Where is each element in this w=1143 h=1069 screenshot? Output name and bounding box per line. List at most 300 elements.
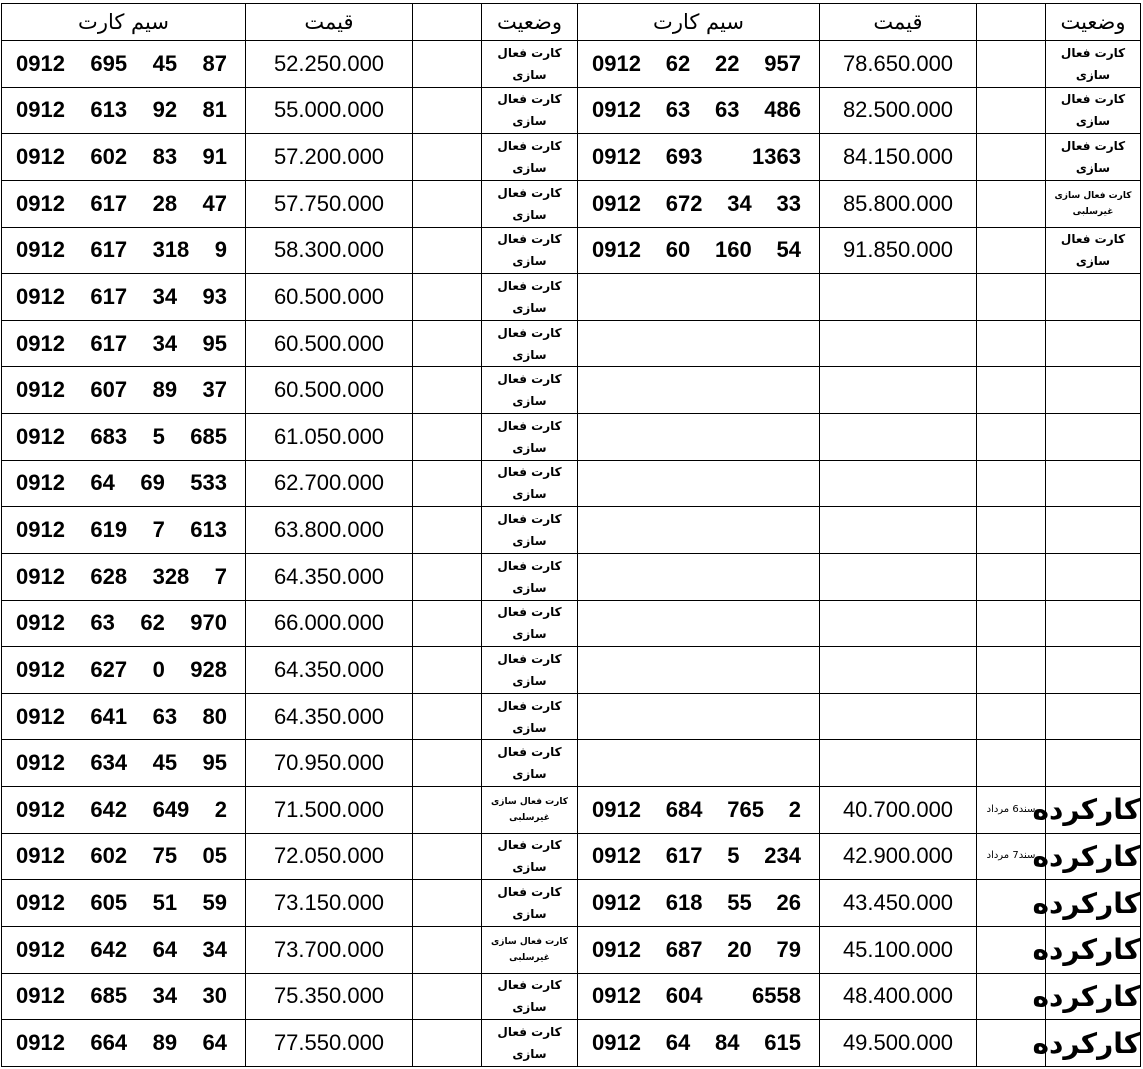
sim-number-part: 87 [202, 50, 227, 76]
sim-number-part: 0912 [16, 796, 65, 822]
price-cell: 60.500.000 [246, 274, 413, 321]
sim-number-cell [2, 507, 246, 554]
spacer-cell [413, 460, 482, 507]
note-cell [977, 507, 1046, 554]
price-cell [820, 693, 977, 740]
sim-number-cell [2, 740, 246, 787]
sim-number-cell [578, 367, 820, 414]
price-cell: 75.350.000 [246, 973, 413, 1020]
sim-number-part: 687 [665, 936, 703, 962]
status-cell: کارت فعال سازی [482, 880, 578, 927]
status-cell: کارت فعال سازی [482, 320, 578, 367]
status-cell: کارت فعال سازی [482, 833, 578, 880]
sim-number-part: 69 [140, 470, 165, 496]
price-cell: 40.700.000 [820, 787, 977, 834]
sim-number [16, 983, 227, 1009]
sim-number-cell [2, 134, 246, 181]
sim-number [16, 843, 227, 869]
sim-number-cell [2, 600, 246, 647]
sim-number-part: 84 [715, 1030, 740, 1056]
price-cell: 61.050.000 [246, 414, 413, 461]
sim-number [16, 237, 227, 263]
sim-number-part: 0912 [592, 50, 641, 76]
sim-number-part: 0912 [16, 423, 65, 449]
table-row [2, 41, 1141, 88]
sim-number [16, 424, 227, 450]
sim-number [16, 191, 227, 217]
sim-number-part: 64 [152, 936, 178, 962]
sim-number-part: 0912 [16, 377, 65, 403]
sim-number-cell [578, 180, 820, 227]
price-cell: 43.450.000 [820, 880, 977, 927]
sim-number-cell [578, 134, 820, 181]
sim-number-part: 37 [202, 377, 227, 403]
sim-number-cell [2, 926, 246, 973]
sim-number-part: 0912 [592, 97, 641, 123]
sim-number-part: 80 [202, 703, 227, 729]
sim-number-part: 328 [152, 563, 190, 589]
sim-number-part: 63 [715, 97, 740, 123]
price-cell: 57.750.000 [246, 180, 413, 227]
sim-number-cell [578, 693, 820, 740]
note-cell [977, 227, 1046, 274]
sim-number-cell [2, 973, 246, 1020]
note-cell [977, 553, 1046, 600]
sim-number [16, 797, 227, 823]
sim-number-part: 684 [665, 796, 703, 822]
spacer-cell [413, 973, 482, 1020]
spacer-cell [413, 553, 482, 600]
status-cell: کارکرده [1046, 833, 1141, 880]
sim-number-cell [578, 973, 820, 1020]
spacer-cell [413, 507, 482, 554]
sim-number-part: 47 [202, 190, 227, 216]
sim-number-part: 0912 [16, 983, 65, 1009]
sim-number-part: 970 [190, 610, 227, 636]
sim-number-part: 05 [202, 843, 227, 869]
status-cell: کارت فعال سازی [482, 227, 578, 274]
status-cell: کارت فعال سازی [1046, 227, 1141, 274]
status-cell [1046, 320, 1141, 367]
sim-number-part: 95 [202, 330, 227, 356]
spacer-cell [413, 87, 482, 134]
sim-number-cell [578, 227, 820, 274]
sim-number-cell [2, 367, 246, 414]
sim-number-part: 928 [190, 656, 227, 682]
sim-number [16, 284, 227, 310]
table-row [2, 740, 1141, 787]
sim-number [592, 937, 801, 963]
price-cell: 73.700.000 [246, 926, 413, 973]
header-sim-left: سیم کارت [2, 4, 246, 41]
price-cell: 64.350.000 [246, 647, 413, 694]
sim-number-part: 695 [90, 50, 128, 76]
sim-number-part: 9 [214, 237, 227, 263]
sim-number [592, 890, 801, 916]
sim-number-part: 2 [788, 796, 801, 822]
header-status-left: وضعیت [482, 4, 578, 41]
status-cell [1046, 693, 1141, 740]
status-cell: کارت فعال سازی [482, 647, 578, 694]
sim-number-part: 0912 [16, 563, 65, 589]
status-cell: کارت فعال سازی غیرسلبی [482, 787, 578, 834]
spacer-cell [413, 600, 482, 647]
price-cell: 64.350.000 [246, 553, 413, 600]
note-cell [977, 460, 1046, 507]
sim-number-part: 685 [90, 983, 128, 1009]
table-row [2, 367, 1141, 414]
sim-number-part: 617 [90, 283, 128, 309]
sim-number-part: 0912 [16, 330, 65, 356]
note-cell [977, 41, 1046, 88]
status-cell: کارت فعال سازی [482, 1020, 578, 1067]
sim-number-part: 95 [202, 750, 227, 776]
status-cell [1046, 414, 1141, 461]
sim-number-part: 0912 [16, 890, 65, 916]
sim-number-part: 0912 [592, 936, 641, 962]
price-cell [820, 320, 977, 367]
sim-number-part: 89 [152, 377, 178, 403]
spacer-cell [413, 134, 482, 181]
table-row [2, 87, 1141, 134]
sim-number-part: 93 [202, 283, 227, 309]
sim-number [16, 564, 227, 590]
sim-number-cell [2, 414, 246, 461]
table-row [2, 973, 1141, 1020]
sim-number-part: 619 [90, 517, 128, 543]
sim-number-part: 613 [190, 517, 227, 543]
header-price-left: قیمت [246, 4, 413, 41]
status-cell: کارکرده [1046, 973, 1141, 1020]
sim-number [16, 51, 227, 77]
sim-number-part: 0912 [592, 843, 641, 869]
status-cell: کارت فعال سازی [1046, 41, 1141, 88]
sim-number-part: 0912 [16, 750, 65, 776]
sim-number-part: 5 [727, 843, 740, 869]
sim-number [16, 750, 227, 776]
sim-number-part: 2 [214, 796, 227, 822]
sim-number-part: 34 [152, 983, 178, 1009]
sim-number-part: 92 [152, 97, 178, 123]
note-cell [977, 740, 1046, 787]
sim-number-part: 63 [90, 610, 115, 636]
sim-number-part: 62 [665, 50, 691, 76]
sim-number-part: 683 [90, 423, 128, 449]
status-cell: کارت فعال سازی [482, 367, 578, 414]
table-row [2, 693, 1141, 740]
sim-number-part: 602 [90, 843, 128, 869]
sim-number-part: 26 [776, 890, 801, 916]
sim-number-part: 7 [152, 517, 165, 543]
sim-number [592, 191, 801, 217]
sim-number-part: 617 [665, 843, 703, 869]
sim-number-part: 0912 [592, 237, 641, 263]
spacer-cell [413, 414, 482, 461]
note-cell [977, 367, 1046, 414]
sim-number [592, 97, 801, 123]
sim-number-part: 318 [152, 237, 190, 263]
status-cell: کارت فعال سازی [1046, 87, 1141, 134]
status-cell [1046, 460, 1141, 507]
note-cell [977, 320, 1046, 367]
sim-number-cell [578, 600, 820, 647]
sim-number-part: 0912 [592, 983, 641, 1009]
sim-number-part: 91 [202, 144, 227, 170]
sim-number [16, 937, 227, 963]
sim-number-part: 0912 [16, 843, 65, 869]
sim-number-part: 89 [152, 1030, 178, 1056]
sim-number-cell [2, 880, 246, 927]
sim-number-part: 642 [90, 796, 128, 822]
note-cell [977, 414, 1046, 461]
status-cell [1046, 274, 1141, 321]
table-row [2, 647, 1141, 694]
price-cell: 78.650.000 [820, 41, 977, 88]
sim-number-part: 20 [727, 936, 752, 962]
spacer-cell [413, 880, 482, 927]
status-cell: کارت فعال سازی [482, 740, 578, 787]
price-cell [820, 507, 977, 554]
status-cell [1046, 647, 1141, 694]
price-cell: 45.100.000 [820, 926, 977, 973]
spacer-cell [413, 180, 482, 227]
sim-number-part: 602 [90, 144, 128, 170]
sim-number-part: 64 [202, 1030, 227, 1056]
sim-number-cell [2, 227, 246, 274]
price-cell: 64.350.000 [246, 693, 413, 740]
sim-number-part: 34 [727, 190, 752, 216]
price-cell: 82.500.000 [820, 87, 977, 134]
sim-number-part: 64 [665, 1030, 691, 1056]
sim-number-part: 0912 [16, 470, 65, 496]
status-cell: کارت فعال سازی [482, 41, 578, 88]
sim-number-part: 0912 [16, 703, 65, 729]
status-cell: کارت فعال سازی [482, 600, 578, 647]
status-cell: کارت فعال سازی [482, 274, 578, 321]
sim-number-cell [578, 880, 820, 927]
note-cell: سند7 مرداد [977, 833, 1046, 880]
sim-number-part: 6558 [752, 983, 801, 1009]
price-cell: 73.150.000 [246, 880, 413, 927]
status-cell: کارت فعال سازی غیرسلبی [482, 926, 578, 973]
status-cell: کارت فعال سازی [482, 87, 578, 134]
sim-number [16, 704, 227, 730]
status-cell: کارت فعال سازی [482, 693, 578, 740]
sim-number-cell [578, 1020, 820, 1067]
sim-number-cell [2, 87, 246, 134]
sim-number [16, 331, 227, 357]
price-cell: 70.950.000 [246, 740, 413, 787]
sim-number-part: 0912 [16, 283, 65, 309]
sim-number-part: 618 [665, 890, 703, 916]
sim-number [592, 1030, 801, 1056]
sim-number-part: 62 [140, 610, 165, 636]
spacer-cell [413, 320, 482, 367]
sim-number-part: 486 [764, 97, 801, 123]
sim-number-part: 617 [90, 237, 128, 263]
sim-number-part: 34 [202, 936, 227, 962]
sim-number-cell [578, 274, 820, 321]
sim-number-cell [2, 647, 246, 694]
sim-number-part: 0912 [16, 610, 65, 636]
sim-number-cell [2, 1020, 246, 1067]
sim-number-cell [2, 41, 246, 88]
spacer-cell [413, 227, 482, 274]
status-cell: کارت فعال سازی [482, 973, 578, 1020]
sim-number-part: 7 [214, 563, 227, 589]
sim-number-cell [578, 740, 820, 787]
sim-number-cell [2, 320, 246, 367]
status-cell: کارت فعال سازی [482, 553, 578, 600]
price-cell [820, 414, 977, 461]
sim-number-part: 54 [776, 237, 801, 263]
price-cell: 62.700.000 [246, 460, 413, 507]
table-row [2, 414, 1141, 461]
sim-number-part: 0912 [592, 190, 641, 216]
sim-number-part: 5 [152, 423, 165, 449]
sim-number [592, 797, 801, 823]
price-cell: 52.250.000 [246, 41, 413, 88]
price-cell: 84.150.000 [820, 134, 977, 181]
status-cell: کارت فعال سازی [1046, 134, 1141, 181]
sim-number-part: 642 [90, 936, 128, 962]
spacer-cell [413, 693, 482, 740]
table-row [2, 600, 1141, 647]
status-cell: کارت فعال سازی [482, 507, 578, 554]
sim-number-part: 627 [90, 656, 128, 682]
spacer-cell [413, 787, 482, 834]
table-row [2, 926, 1141, 973]
sim-number-part: 0912 [16, 656, 65, 682]
sim-number [16, 470, 227, 496]
sim-number-part: 33 [776, 190, 801, 216]
sim-number-part: 615 [764, 1030, 801, 1056]
price-cell: 91.850.000 [820, 227, 977, 274]
price-cell [820, 274, 977, 321]
sim-number-part: 664 [90, 1030, 128, 1056]
note-cell [977, 87, 1046, 134]
sim-number-part: 0912 [592, 144, 641, 170]
sim-number [16, 890, 227, 916]
price-cell: 57.200.000 [246, 134, 413, 181]
price-cell [820, 740, 977, 787]
sim-number-cell [578, 926, 820, 973]
table-row [2, 134, 1141, 181]
sim-number-cell [578, 460, 820, 507]
price-cell [820, 460, 977, 507]
note-cell: سند6 مرداد [977, 787, 1046, 834]
header-sim-right: سیم کارت [578, 4, 820, 41]
sim-number [16, 144, 227, 170]
sim-number-cell [578, 414, 820, 461]
status-cell [1046, 600, 1141, 647]
sim-number-cell [2, 693, 246, 740]
table-row [2, 553, 1141, 600]
sim-number [16, 657, 227, 683]
sim-number-part: 51 [152, 890, 178, 916]
sim-number-cell [578, 87, 820, 134]
sim-number-part: 22 [715, 50, 740, 76]
sim-number [592, 237, 801, 263]
price-cell: 42.900.000 [820, 833, 977, 880]
sim-number-part: 0912 [16, 190, 65, 216]
price-cell: 60.500.000 [246, 320, 413, 367]
sim-number-part: 28 [152, 190, 178, 216]
sim-number-cell [578, 553, 820, 600]
sim-number-part: 604 [665, 983, 703, 1009]
sim-number-cell [2, 787, 246, 834]
price-cell: 72.050.000 [246, 833, 413, 880]
status-cell: کارکرده [1046, 1020, 1141, 1067]
header-price-right: قیمت [820, 4, 977, 41]
price-cell: 63.800.000 [246, 507, 413, 554]
sim-number-part: 617 [90, 330, 128, 356]
sim-number [592, 51, 801, 77]
spacer-cell [413, 740, 482, 787]
sim-number-part: 0 [152, 656, 165, 682]
price-cell [820, 647, 977, 694]
price-cell: 48.400.000 [820, 973, 977, 1020]
price-cell: 60.500.000 [246, 367, 413, 414]
sim-number-part: 234 [764, 843, 801, 869]
sim-number-cell [2, 553, 246, 600]
sim-number-cell [578, 41, 820, 88]
table-row [2, 787, 1141, 834]
sim-number-part: 0912 [16, 936, 65, 962]
price-cell: 71.500.000 [246, 787, 413, 834]
sim-number-part: 0912 [16, 517, 65, 543]
sim-number-part: 83 [152, 144, 178, 170]
sim-number-part: 45 [152, 50, 178, 76]
sim-number-part: 617 [90, 190, 128, 216]
status-cell [1046, 507, 1141, 554]
sim-number [16, 377, 227, 403]
sim-number [592, 843, 801, 869]
sim-number-part: 55 [727, 890, 752, 916]
table-row [2, 1020, 1141, 1067]
status-cell: کارت فعال سازی [482, 180, 578, 227]
sim-number-cell [578, 833, 820, 880]
sim-number-part: 81 [202, 97, 227, 123]
sim-number-part: 79 [776, 936, 801, 962]
status-cell: کارت فعال سازی [482, 460, 578, 507]
table-row [2, 880, 1141, 927]
spacer-cell [413, 833, 482, 880]
sim-number-cell [578, 507, 820, 554]
sim-number-part: 613 [90, 97, 128, 123]
price-cell [820, 367, 977, 414]
sim-number-cell [578, 320, 820, 367]
sim-number-part: 63 [152, 703, 178, 729]
sim-number-part: 0912 [592, 796, 641, 822]
status-cell: کارکرده [1046, 926, 1141, 973]
sim-number-part: 30 [202, 983, 227, 1009]
sim-number [16, 517, 227, 543]
table-row [2, 274, 1141, 321]
sim-number-part: 533 [190, 470, 227, 496]
sim-number [16, 610, 227, 636]
price-cell [820, 553, 977, 600]
sim-number-part: 957 [764, 50, 801, 76]
sim-number-part: 685 [190, 423, 227, 449]
sim-number-cell [578, 787, 820, 834]
note-cell [977, 180, 1046, 227]
price-cell: 58.300.000 [246, 227, 413, 274]
spacer-cell [413, 41, 482, 88]
sim-price-table [1, 3, 1141, 1067]
note-cell [977, 274, 1046, 321]
sim-number-part: 765 [727, 796, 764, 822]
